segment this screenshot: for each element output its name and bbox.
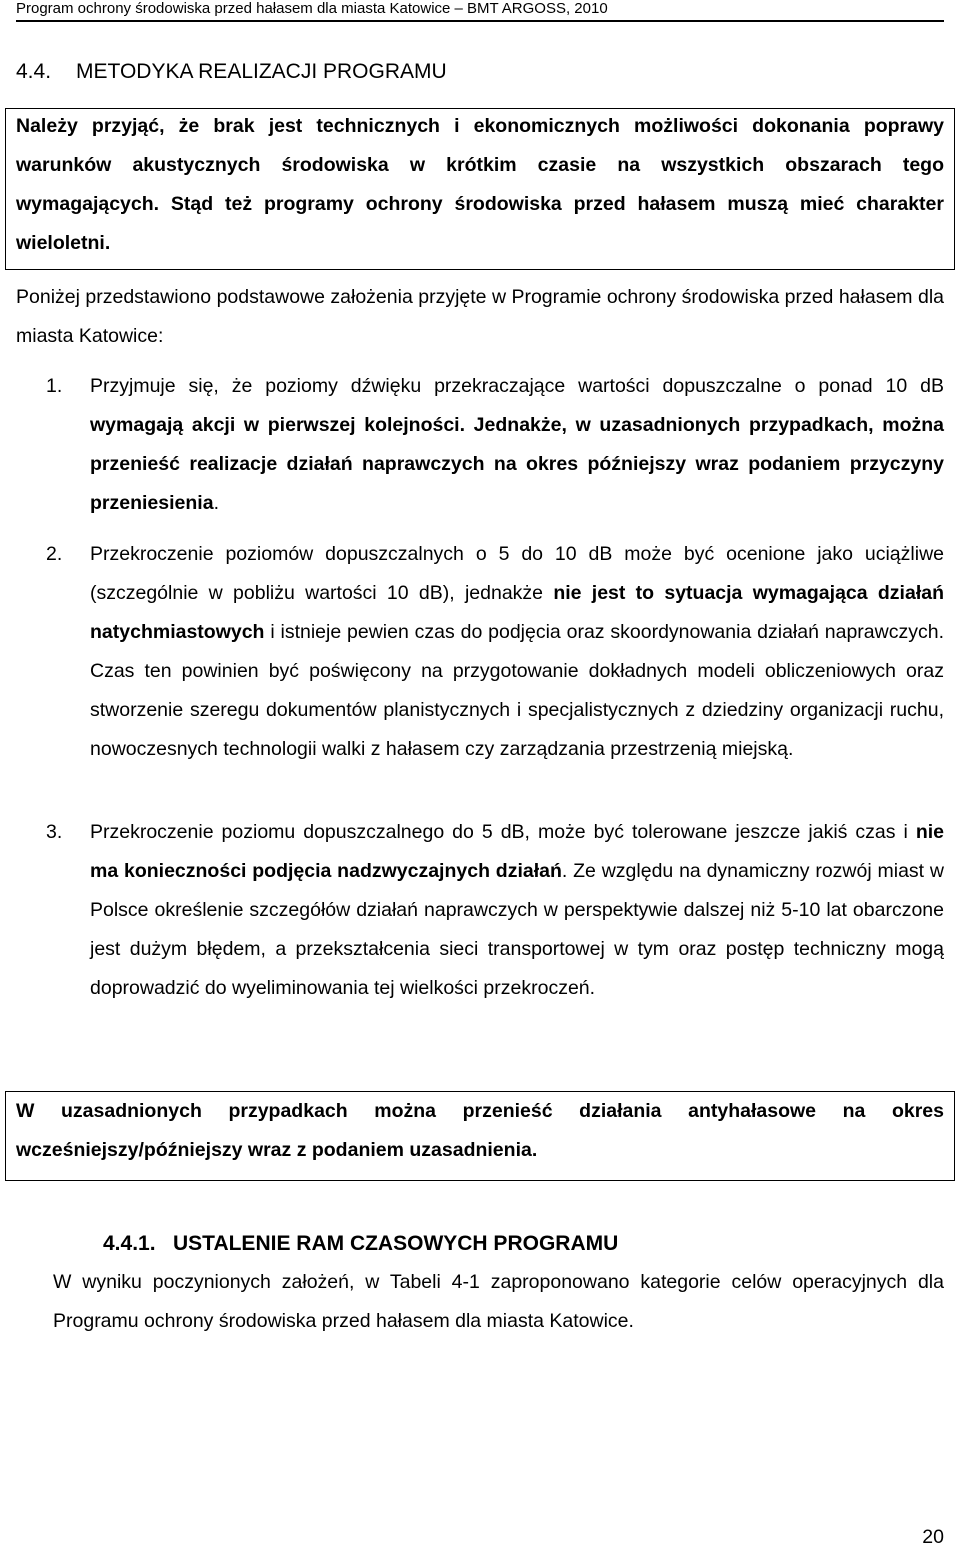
- list-item-text: [90, 367, 944, 523]
- text-run: Przekroczenie poziomu dopuszczalnego do 5 dB, może być tolerowane jeszcze jakiś czas i: [90, 821, 916, 843]
- text-run: i istnieje pewien czas do podjęcia oraz skoordynowania działań naprawczych. Czas ten powinien być poświęcony na przygotowanie dokładnych modeli obliczeniowych oraz stworzenie szeregu dokumentów planistycznych i specjalistycznych z dziedziny organizacji ruchu, nowoczesnych technologii walki z hałasem czy zarządzania przestrzenią miejską.: [90, 621, 944, 760]
- list-item: [46, 535, 944, 769]
- subsection-heading: [103, 1230, 618, 1258]
- boxed-note-text: W uzasadnionych przypadkach można przenieść działania antyhałasowe na okres wcześniejszy/późniejszy wraz z podaniem uzasadnienia.: [16, 1100, 944, 1161]
- bold-run: nie jest to sytuacja wymagająca działań natychmiastowych: [90, 582, 944, 643]
- subsection-paragraph: W wyniku poczynionych założeń, w Tabeli 4-1 zaproponowano kategorie celów operacyjnych dla Programu ochrony środowiska przed hałasem dla miasta Katowice.: [53, 1271, 944, 1332]
- bold-run: nie ma konieczności podjęcia nadzwyczajnych działań: [90, 821, 944, 882]
- bold-run: wymagają akcji w pierwszej kolejności. Jednakże, w uzasadnionych przypadkach, można przenieść realizacje działań naprawczych na okres późniejszy wraz podaniem przyczyny przeniesienia: [90, 414, 944, 514]
- text-run: .: [213, 492, 219, 514]
- list-item: [46, 813, 944, 1008]
- text-run: Przekroczenie poziomów dopuszczalnych o 5 do 10 dB może być ocenione jako uciążliwe (szczególnie w pobliżu wartości 10 dB), jednakże: [90, 543, 944, 604]
- section-number: 4.4.: [16, 60, 52, 83]
- section-heading: [16, 58, 447, 86]
- list-item-number: 2.: [46, 543, 63, 565]
- list-item-number: 1.: [46, 375, 63, 397]
- list-item: [46, 367, 944, 523]
- intro-paragraph: Poniżej przedstawiono podstawowe założenia przyjęte w Programie ochrony środowiska przed hałasem dla miasta Katowice:: [16, 286, 944, 347]
- list-item-text: [90, 535, 944, 769]
- text-run: Przyjmuje się, że poziomy dźwięku przekraczające wartości dopuszczalne o ponad 10 dB: [90, 375, 944, 397]
- page-number: 20: [922, 1526, 944, 1548]
- list-item-number: 3.: [46, 821, 63, 843]
- running-header: Program ochrony środowiska przed hałasem dla miasta Katowice – BMT ARGOSS, 2010: [16, 0, 608, 17]
- section-title: METODYKA REALIZACJI PROGRAMU: [76, 60, 447, 83]
- list-item-text: [90, 813, 944, 1008]
- subsection-number: 4.4.1.: [103, 1232, 156, 1255]
- text-run: . Ze względu na dynamiczny rozwój miast w Polsce określenie szczegółów działań naprawczych w perspektywie dalszej niż 5-10 lat obarczone jest dużym błędem, a przekształcenia sieci transportowej w tym oraz postęp techniczny mogą doprowadzić do wyeliminowania tej wielkości przekroczeń.: [90, 860, 944, 999]
- subsection-title: USTALENIE RAM CZASOWYCH PROGRAMU: [173, 1232, 619, 1255]
- boxed-intro-text: Należy przyjąć, że brak jest technicznych i ekonomicznych możliwości dokonania poprawy warunków akustycznych środowiska w krótkim czasie na wszystkich obszarach tego wymagających. Stąd też programy ochrony środowiska przed hałasem muszą mieć charakter wieloletni.: [16, 115, 944, 254]
- header-rule: [16, 20, 944, 22]
